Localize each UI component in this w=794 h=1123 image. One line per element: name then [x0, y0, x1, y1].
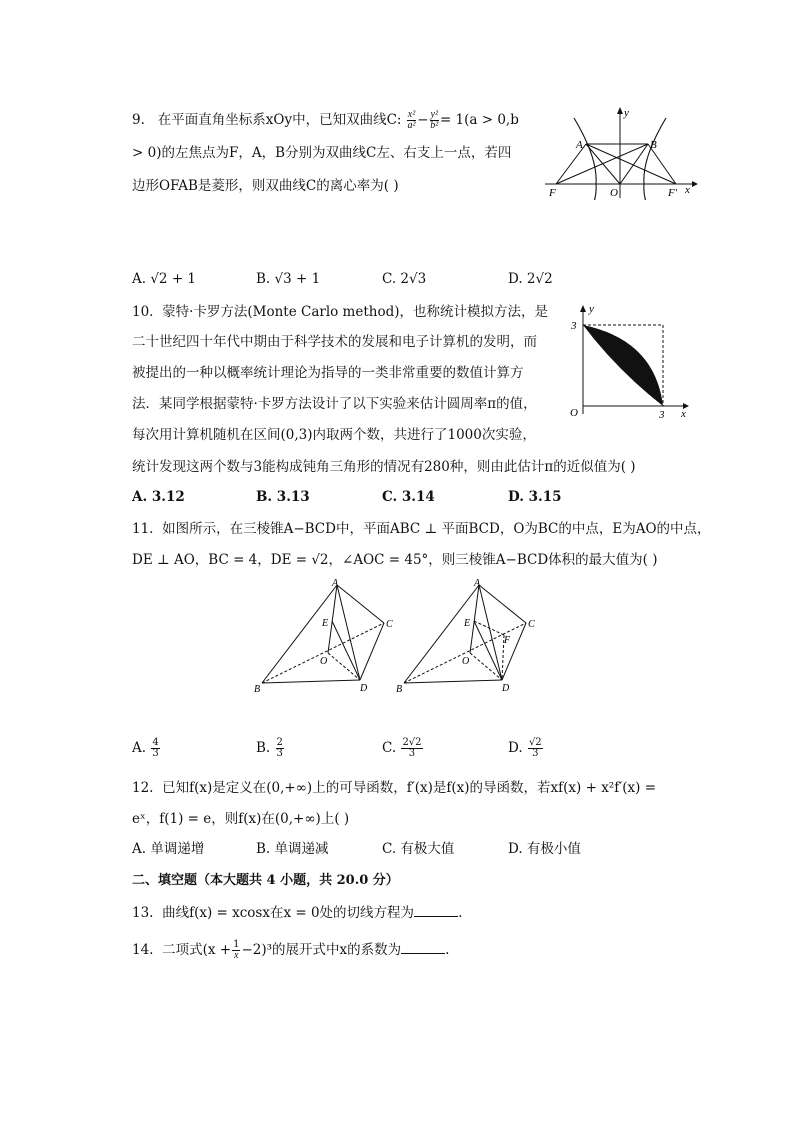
q12-text1: 已知f(x)是定义在(0,+∞)上的可导函数，f′(x)是f(x)的导函数，若xf(x) + x²f′(x) = [162, 780, 657, 796]
q10-xtick-3: 3 [659, 409, 665, 420]
q9-option-a: A. √2 + 1 [132, 271, 197, 287]
q10-line4: 法．某同学根据蒙特·卡罗方法设计了以下实验来估计圆周率π的值， [132, 396, 537, 412]
q12-option-c: C. 有极大值 [382, 841, 455, 857]
q12-option-d: D. 有极小值 [508, 841, 581, 857]
q14-frac-num: 1 [233, 939, 240, 950]
q9-label-A: A [576, 139, 583, 151]
q11l-label-B: B [254, 684, 261, 695]
q11r-label-E: E [464, 618, 471, 629]
q10-shaded-region [583, 325, 663, 406]
q11r-AB [404, 585, 479, 683]
q12-line1 [132, 779, 656, 797]
q9-frac2 [430, 110, 439, 131]
q14-frac-den: x [234, 950, 239, 961]
section2-title: 二、填空题（本大题共 4 小题，共 20.0 分） [132, 873, 399, 888]
q11-number: 11. [132, 521, 154, 537]
q11-option-c [382, 738, 424, 759]
q9-line3: 边形OFAB是菱形，则双曲线C的离心率为( ) [132, 178, 399, 194]
q10-monte-carlo-figure [565, 300, 695, 420]
q9-label-B: B [650, 139, 657, 151]
q9-option-c: C. 2√3 [382, 271, 427, 287]
q10-line2: 二十世纪四十年代中期由于科学技术的发展和电子计算机的发明，而 [132, 334, 537, 350]
q11-option-c-label: C. [382, 740, 397, 756]
q11l-label-C: C [386, 619, 393, 630]
q11-line2: DE ⊥ AO，BC = 4，DE = √2，∠AOC = 45°，则三棱锥A−BCD体积的最大值为( ) [132, 552, 658, 568]
q11r-BC [404, 623, 526, 683]
q11-option-a-frac [151, 738, 159, 759]
q11r-BD [404, 680, 502, 683]
q11l-OD [328, 653, 360, 680]
q9-frac1 [407, 110, 416, 131]
q9-text1: 在平面直角坐标系xOy中，已知双曲线C: [157, 112, 402, 128]
q9-hyperbola-figure [540, 100, 700, 200]
q11r-ED [474, 621, 502, 680]
q11-option-d-label: D. [508, 740, 523, 756]
q11l-label-A: A [332, 578, 339, 589]
q10-text1: 蒙特·卡罗方法(Monte Carlo method)，也称统计模拟方法，是 [162, 304, 549, 320]
q11-line1 [132, 520, 711, 538]
q10-line1 [132, 303, 548, 321]
q13-answer-blank[interactable] [414, 904, 458, 917]
q11l-AC [337, 585, 384, 623]
q10-number: 10. [132, 304, 154, 320]
q11r-OD [470, 653, 502, 680]
q14-post: −2)³的展开式中x的系数为 [241, 942, 402, 958]
q13-number: 13. [132, 905, 154, 921]
q10-label-x: x [681, 408, 686, 420]
q11r-CD [502, 623, 526, 680]
q9-y-arrow [617, 107, 623, 114]
q11l-label-E: E [322, 618, 329, 629]
q11l-AD [337, 585, 360, 680]
q10-option-b: B. 3.13 [256, 489, 310, 505]
q11-option-d-frac [528, 738, 543, 759]
q12-line2: eˣ，f(1) = e，则f(x)在(0,+∞)上( ) [132, 811, 350, 827]
q11-option-d-num: √2 [528, 737, 542, 748]
q10-line3: 被提出的一种以概率统计理论为指导的一类非常重要的数值计算方 [132, 365, 524, 381]
q11-option-a-num: 4 [152, 737, 159, 748]
q9-label-F2: F′ [668, 187, 678, 199]
q9-label-O: O [610, 187, 618, 199]
q9-number: 9. [132, 112, 145, 128]
q11-tetrahedron-figure-left [250, 575, 403, 700]
q9-left-branch [574, 118, 596, 200]
q11-tetrahedron-figure-right [392, 575, 542, 700]
q11-option-b-frac [276, 738, 284, 759]
q11r-label-B: B [396, 684, 403, 695]
q9-line2: > 0)的左焦点为F，A，B分别为双曲线C左、右支上一点，若四 [132, 145, 512, 161]
q9-line1 [132, 110, 519, 131]
q11-option-b-label: B. [256, 740, 271, 756]
q12-option-b: B. 单调递减 [256, 841, 329, 857]
q9-frac1-den: a² [407, 120, 416, 131]
q11l-CD [360, 623, 384, 680]
q9-label-x: x [685, 184, 690, 196]
q9-right-branch [644, 118, 666, 200]
q14-frac [232, 940, 240, 961]
q11r-label-F: F [504, 635, 511, 646]
q10-label-y: y [589, 303, 594, 315]
q10-line6: 统计发现这两个数与3能构成钝角三角形的情况有280种，则由此估计π的近似值为( ) [132, 459, 636, 475]
q11l-label-D: D [360, 683, 368, 694]
q10-label-O: O [570, 407, 578, 419]
q11-option-a-label: A. [132, 740, 147, 756]
q11l-BD [262, 680, 360, 683]
q13-text: 曲线f(x) = xcosx在x = 0处的切线方程为 [162, 905, 415, 921]
q9-label-F: F [549, 187, 556, 199]
q11-option-b-den: 3 [276, 748, 283, 759]
q11-option-d [508, 738, 544, 759]
q10-option-c: C. 3.14 [382, 489, 435, 505]
q11l-label-O: O [320, 656, 328, 667]
q10-option-a: A. 3.12 [132, 489, 185, 505]
q11r-label-C: C [528, 619, 535, 630]
q11r-label-A: A [474, 578, 481, 589]
q11r-EF [474, 621, 504, 635]
q11r-AC [479, 585, 526, 623]
q9-x-arrow [692, 181, 698, 187]
q10-option-d: D. 3.15 [508, 489, 562, 505]
q9-label-y: y [624, 107, 629, 119]
q10-ytick-3: 3 [571, 320, 577, 332]
q12-option-a: A. 单调递增 [132, 841, 205, 857]
q11-option-c-den: 3 [408, 748, 416, 759]
q9-text1-end: = 1(a > 0,b [439, 112, 519, 128]
q9-frac2-den: b² [430, 120, 439, 131]
q14-pre: 二项式(x + [162, 942, 232, 958]
q13-end: . [458, 905, 463, 921]
q11-option-c-frac [401, 738, 422, 759]
q14-line [132, 940, 449, 961]
q11-option-a-den: 3 [152, 748, 159, 759]
q10-line5: 每次用计算机随机在区间(0,3)内取两个数，共进行了1000次实验， [132, 427, 536, 443]
q12-number: 12. [132, 780, 154, 796]
q11-option-b [256, 738, 285, 759]
q11-option-c-num: 2√2 [402, 737, 422, 748]
q14-end: . [445, 942, 450, 958]
q9-option-b: B. √3 + 1 [256, 271, 321, 287]
q11r-label-D: D [502, 683, 510, 694]
q11l-BC [262, 623, 384, 683]
q11-option-d-den: 3 [532, 748, 539, 759]
q10-y-arrow [580, 305, 586, 312]
q11r-label-O: O [462, 656, 470, 667]
q11l-ED [332, 621, 360, 680]
q11-option-b-num: 2 [276, 737, 283, 748]
q9-minus: − [417, 112, 429, 128]
q9-option-d: D. 2√2 [508, 271, 553, 287]
q9-frac2-num: y² [430, 109, 438, 120]
q9-frac1-num: x² [407, 109, 416, 120]
q11-option-a [132, 738, 161, 759]
q13-line [132, 904, 462, 922]
q11l-AB [262, 585, 337, 683]
q14-answer-blank[interactable] [401, 941, 445, 954]
q11-text1: 如图所示，在三棱锥A−BCD中，平面ABC ⊥ 平面BCD，O为BC的中点，E为AO的中点， [162, 521, 711, 537]
q14-number: 14. [132, 942, 154, 958]
